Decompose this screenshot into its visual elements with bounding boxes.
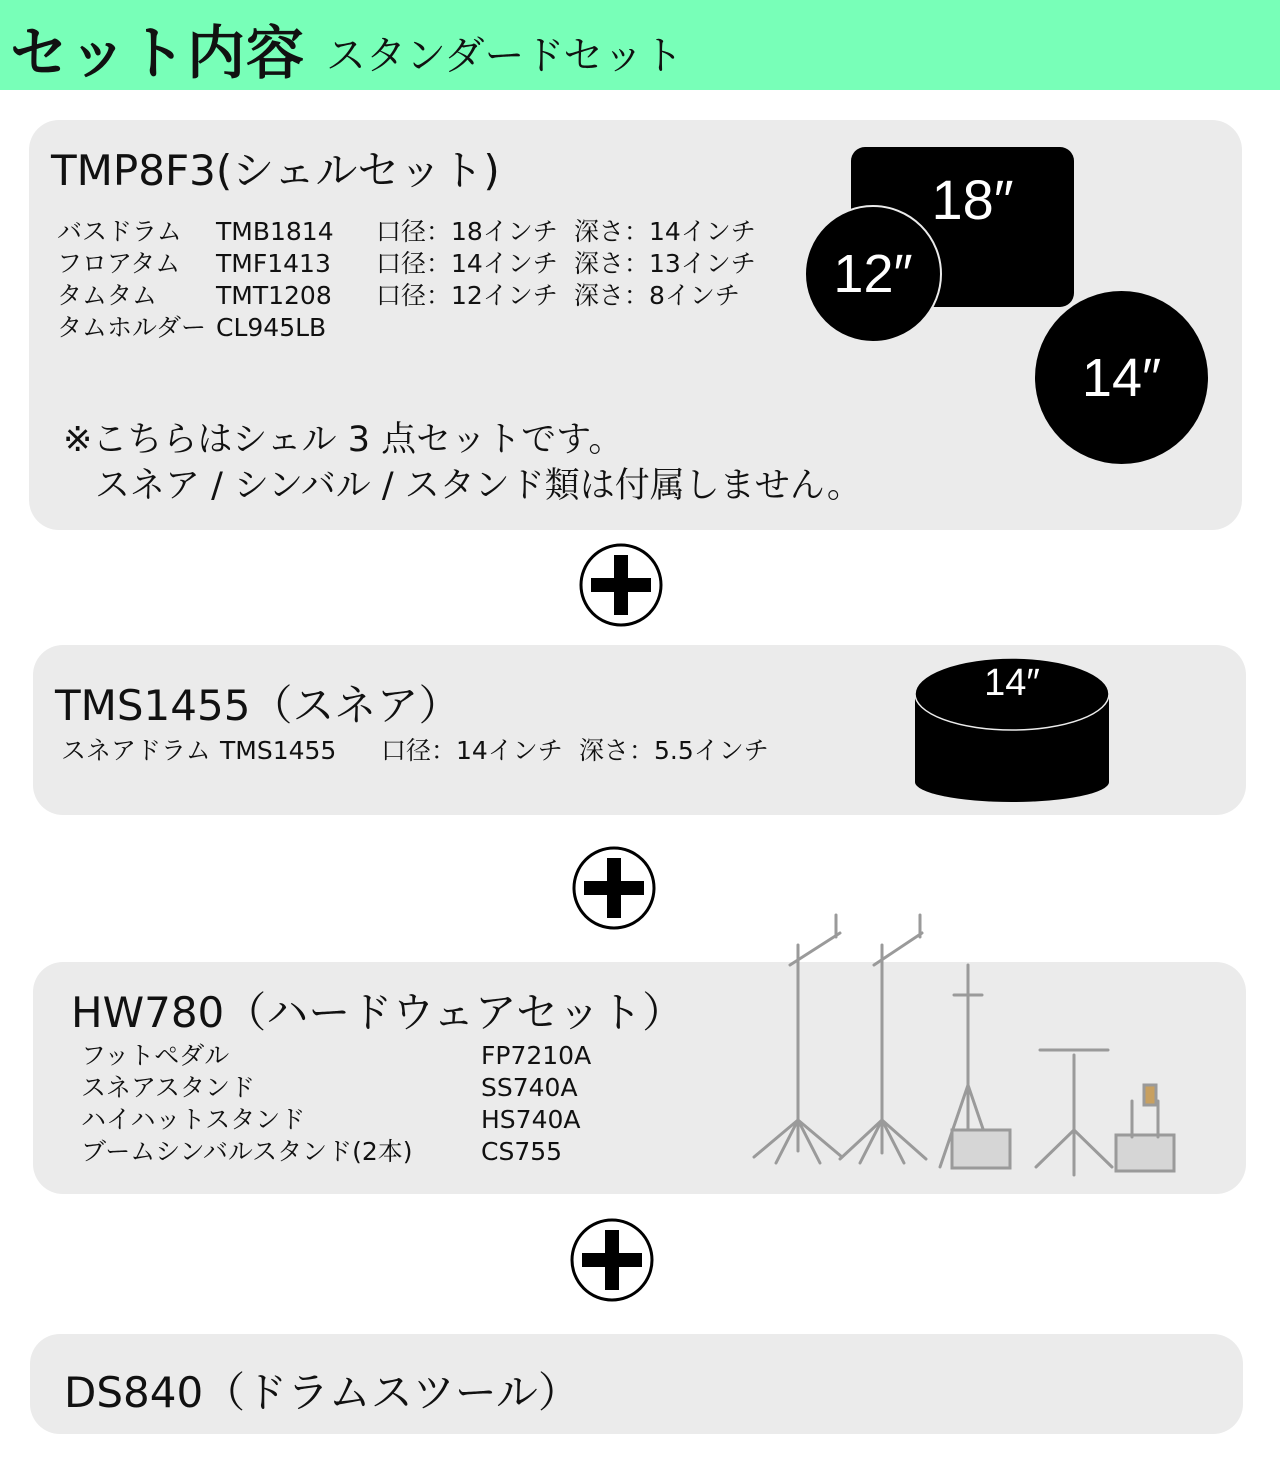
item-name: スネアドラム (61, 736, 211, 765)
floor-tom-size: 14″ (1081, 347, 1162, 408)
cymbal-stand-icon (754, 915, 842, 1163)
item-name: フロアタム (57, 249, 181, 278)
item-model: TMF1413 (216, 249, 331, 278)
bass-drum-size: 18″ (931, 168, 1014, 231)
item-depth: 深さ：14インチ (574, 217, 756, 246)
plus-circle-icon (579, 543, 663, 627)
item-model: SS740A (481, 1073, 578, 1102)
item-depth: 深さ：8インチ (574, 281, 740, 310)
item-diameter: 口径：18インチ (376, 217, 558, 246)
item-diameter: 口径：12インチ (376, 281, 558, 310)
item-model: TMS1455 (220, 736, 337, 765)
shell-note-line2: スネア / シンバル / スタンド類は付属しません。 (95, 466, 862, 506)
item-depth: 深さ：5.5インチ (579, 736, 769, 765)
item-model: TMT1208 (216, 281, 332, 310)
foot-pedal-icon (1116, 1085, 1174, 1171)
floor-tom-shape (1035, 291, 1208, 464)
plus-circle-icon (570, 1218, 654, 1302)
item-diameter: 口径：14インチ (381, 736, 563, 765)
item-model: FP7210A (481, 1041, 592, 1070)
shell-set-title: TMP8F3(シェルセット) (51, 146, 500, 195)
hardware-illustration (740, 905, 1180, 1185)
tom-drum-shape (804, 205, 942, 343)
item-model: HS740A (481, 1105, 581, 1134)
plus-circle-icon (572, 846, 656, 930)
item-name: ブームシンバルスタンド(2本) (81, 1137, 413, 1166)
item-name: フットペダル (81, 1041, 230, 1070)
item-name: スネアスタンド (81, 1073, 256, 1102)
hardware-title: HW780（ハードウェアセット） (71, 988, 685, 1037)
stool-panel (30, 1334, 1243, 1434)
shell-note-line1: ※こちらはシェル 3 点セットです。 (63, 420, 624, 460)
item-model: TMB1814 (216, 217, 334, 246)
item-depth: 深さ：13インチ (574, 249, 756, 278)
header-title: セット内容 (10, 19, 306, 87)
header-banner (0, 0, 1280, 90)
snare-size: 14″ (984, 662, 1040, 704)
cymbal-stand-icon (840, 915, 926, 1163)
item-model: CL945LB (216, 313, 327, 342)
item-diameter: 口径：14インチ (376, 249, 558, 278)
item-model: CS755 (481, 1137, 563, 1166)
snare-stand-icon (1036, 1050, 1112, 1175)
item-name: ハイハットスタンド (81, 1105, 306, 1134)
stool-title: DS840（ドラムスツール） (64, 1368, 580, 1417)
item-name: タムタム (57, 281, 158, 310)
hihat-stand-icon (940, 965, 1010, 1168)
item-name: タムホルダー (57, 313, 207, 342)
item-name: バスドラム (57, 217, 182, 246)
snare-title: TMS1455（スネア） (55, 681, 461, 730)
header-subtitle: スタンダードセット (326, 33, 684, 79)
tom-drum-size: 12″ (833, 244, 913, 304)
